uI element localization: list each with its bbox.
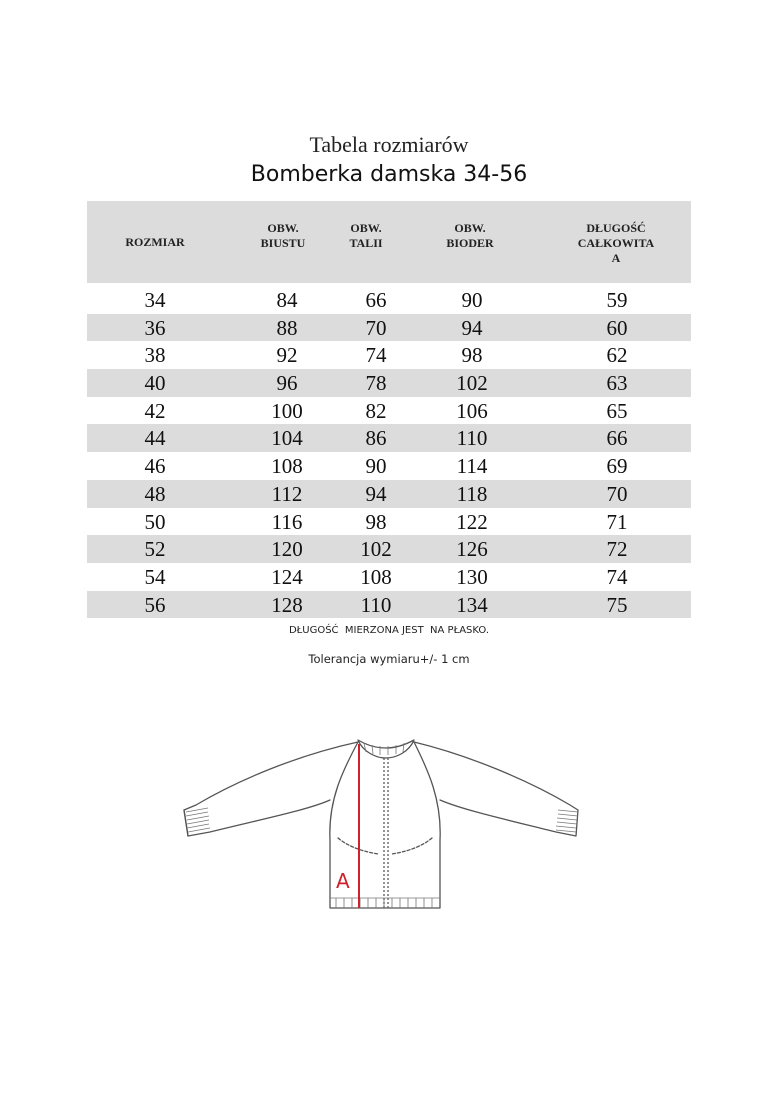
cell-size: 50 xyxy=(144,509,166,534)
cell-hips: 90 xyxy=(461,288,483,312)
cell-waist: 98 xyxy=(365,509,387,534)
cell-length: 60 xyxy=(606,315,628,340)
size-table xyxy=(87,201,691,618)
table-row xyxy=(87,286,691,314)
cell-waist: 108 xyxy=(360,564,392,589)
cell-waist: 70 xyxy=(365,315,387,340)
cell-bust: 112 xyxy=(271,481,303,506)
header-length: DŁUGOŚĆ CAŁKOWITA A xyxy=(577,221,655,265)
header-hips: OBW. BIODER xyxy=(446,221,494,250)
cell-hips: 114 xyxy=(456,454,488,479)
cell-size: 42 xyxy=(144,398,166,423)
cell-hips: 118 xyxy=(456,481,488,506)
cell-hips: 98 xyxy=(461,343,483,368)
measure-label-a: A xyxy=(336,869,350,893)
cell-waist: 110 xyxy=(360,592,392,617)
cell-length: 71 xyxy=(606,509,628,534)
cell-bust: 96 xyxy=(276,371,298,396)
cell-size: 38 xyxy=(144,343,166,368)
cell-size: 48 xyxy=(144,481,166,506)
cell-hips: 122 xyxy=(456,509,488,534)
cell-hips: 110 xyxy=(456,426,488,451)
table-body xyxy=(87,286,691,618)
table-row xyxy=(87,452,691,480)
cell-bust: 124 xyxy=(271,564,303,589)
cell-size: 40 xyxy=(144,371,166,396)
cell-hips: 106 xyxy=(456,398,488,423)
cell-bust: 92 xyxy=(276,343,298,368)
cell-bust: 116 xyxy=(271,509,303,534)
cell-length: 69 xyxy=(606,454,628,479)
cell-waist: 74 xyxy=(365,343,387,368)
cell-length: 72 xyxy=(606,537,628,562)
cell-waist: 90 xyxy=(365,454,387,479)
cell-length: 66 xyxy=(606,426,628,451)
cell-waist: 78 xyxy=(365,371,387,396)
cell-hips: 130 xyxy=(456,564,488,589)
cell-size: 44 xyxy=(144,426,166,451)
table-row xyxy=(87,591,691,619)
cell-bust: 88 xyxy=(276,315,298,340)
cell-bust: 100 xyxy=(271,398,303,423)
table-row xyxy=(87,563,691,591)
cell-length: 70 xyxy=(606,481,628,506)
tolerance-note: Tolerancja wymiaru+/- 1 cm xyxy=(308,652,470,666)
cell-length: 65 xyxy=(606,398,628,423)
jacket-diagram xyxy=(178,730,598,930)
cell-length: 63 xyxy=(606,371,628,396)
page-title: Tabela rozmiarów xyxy=(309,132,469,157)
header-bust: OBW. BIUSTU xyxy=(260,221,306,250)
cell-length: 74 xyxy=(606,564,628,589)
cell-size: 54 xyxy=(144,564,166,589)
cell-bust: 128 xyxy=(271,592,303,617)
measurement-note: DŁUGOŚĆ MIERZONA JEST NA PŁASKO. xyxy=(288,625,490,636)
cell-bust: 104 xyxy=(271,426,303,451)
table-header xyxy=(87,201,691,283)
table-row xyxy=(87,397,691,425)
cell-bust: 108 xyxy=(271,454,303,479)
cell-bust: 84 xyxy=(276,288,298,312)
table-row xyxy=(87,341,691,369)
cell-hips: 134 xyxy=(456,592,488,617)
product-name: Bomberka damska 34-56 xyxy=(250,162,528,187)
table-row xyxy=(87,508,691,536)
right-sleeve xyxy=(414,742,578,836)
cell-waist: 82 xyxy=(365,398,387,423)
cell-length: 59 xyxy=(606,288,628,312)
table-row xyxy=(87,314,691,342)
cell-bust: 120 xyxy=(271,537,303,562)
cell-size: 34 xyxy=(144,288,166,312)
left-sleeve xyxy=(184,742,358,836)
table-row xyxy=(87,424,691,452)
cell-size: 56 xyxy=(144,592,166,617)
cell-waist: 94 xyxy=(365,481,387,506)
cell-size: 46 xyxy=(144,454,166,479)
cell-hips: 126 xyxy=(456,537,488,562)
jacket-collar xyxy=(358,740,414,758)
cell-size: 36 xyxy=(144,315,166,340)
header-waist: OBW. TALII xyxy=(349,221,383,250)
cell-length: 75 xyxy=(606,592,628,617)
cell-hips: 102 xyxy=(456,371,488,396)
table-row xyxy=(87,535,691,563)
table-row xyxy=(87,480,691,508)
cell-waist: 102 xyxy=(360,537,392,562)
cell-hips: 94 xyxy=(461,315,483,340)
table-row xyxy=(87,369,691,397)
header-size: ROZMIAR xyxy=(125,235,185,249)
cell-waist: 66 xyxy=(365,288,387,312)
cell-length: 62 xyxy=(606,343,628,368)
cell-size: 52 xyxy=(144,537,166,562)
cell-waist: 86 xyxy=(365,426,387,451)
